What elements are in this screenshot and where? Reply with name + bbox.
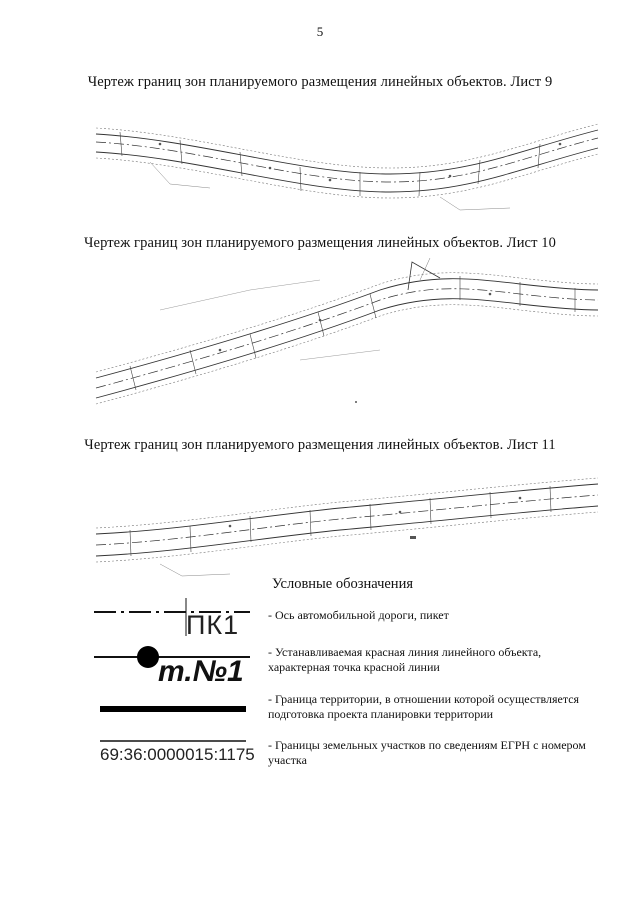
sheet-title-9: Чертеж границ зон планируемого размещения линейных объектов. Лист 9 bbox=[87, 74, 553, 90]
legend-item-red-line: - Устанавливаемая красная линия линейного объекта, характерная точка красной линии bbox=[268, 645, 542, 674]
sheet-11-drawing bbox=[0, 466, 640, 581]
sheet-title-10: Чертеж границ зон планируемого размещения линейных объектов. Лист 10 bbox=[84, 235, 556, 251]
sheet-title-11: Чертеж границ зон планируемого размещения линейных объектов. Лист 11 bbox=[84, 437, 556, 453]
red-line-point-icon bbox=[137, 646, 159, 668]
legend-item-parcel-boundary: - Границы земельных участков по сведениям ЕГРН с номером участка bbox=[268, 738, 586, 767]
picket-label: ПК1 bbox=[186, 610, 240, 640]
legend-item-territory-boundary: - Граница территории, в отношении которой осуществляется подготовка проекта планировки территории bbox=[268, 692, 580, 721]
parcel-boundary-symbol bbox=[100, 738, 246, 744]
territory-boundary-symbol bbox=[100, 704, 246, 714]
page-number: 5 bbox=[316, 24, 324, 39]
sheet-10-drawing bbox=[0, 250, 640, 425]
red-line-point-label: т.№1 bbox=[158, 655, 244, 688]
legend-item-road-axis: - Ось автомобильной дороги, пикет bbox=[268, 608, 449, 622]
legend-title: Условные обозначения bbox=[272, 576, 413, 592]
cadastral-number-label: 69:36:0000015:1175 bbox=[100, 745, 255, 764]
sheet-9-drawing bbox=[0, 112, 640, 222]
